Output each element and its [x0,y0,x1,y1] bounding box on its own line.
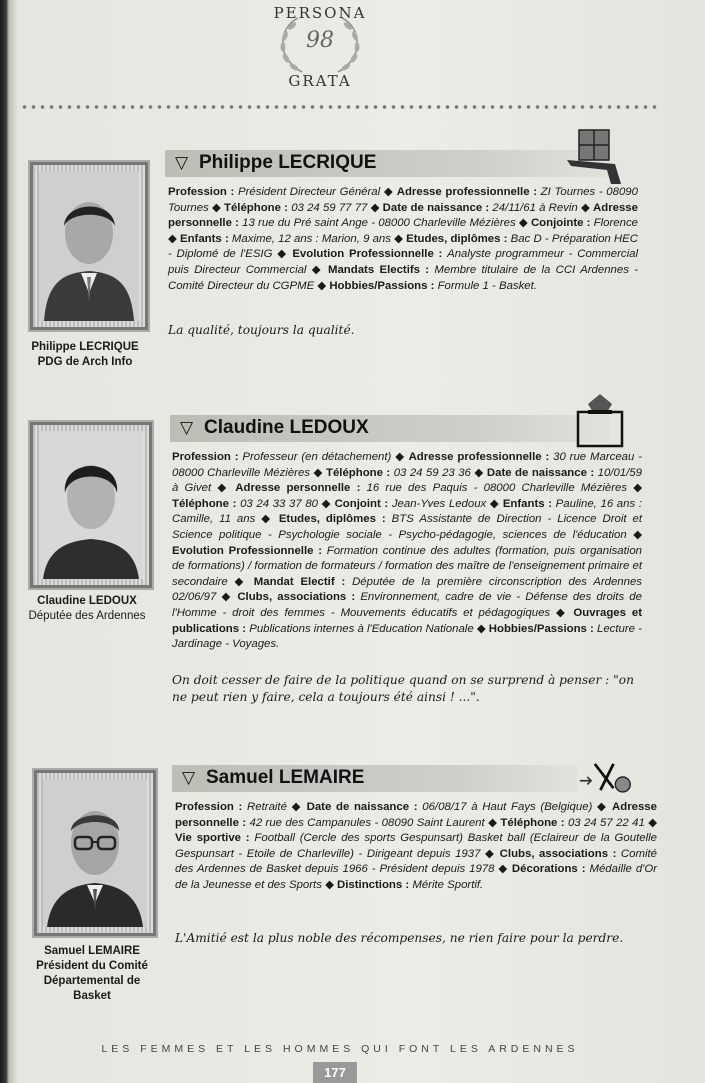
building-icon [565,126,625,186]
diamond-separator-icon: ◆ [556,606,574,619]
caption-lemaire [24,944,160,1004]
diamond-separator-icon: ◆ [498,863,512,876]
bio-field-label: Profession : [175,801,248,813]
bio-field-label: Conjointe : [530,217,594,230]
name-bar-ledoux [170,415,610,442]
bio-field-value: Professeur (en détachement) [242,451,396,463]
caption-role: PDG de Arch Info [37,356,133,368]
diamond-separator-icon: ◆ [325,878,338,891]
bio-field-label: Adresse personnelle : [175,801,657,829]
diamond-separator-icon: ◆ [489,497,503,510]
bio-field-value: 24/11/61 à Revin [492,201,581,214]
diamond-separator-icon: ◆ [394,232,407,245]
bio-field-value: 03 24 59 23 36 [393,466,475,479]
bio-field-label: Adresse personnelle : [168,201,638,230]
triangle-down-icon: ▽ [180,418,194,438]
surname: LECRIQUE [278,152,377,173]
bio-field-label: Date de naissance : [306,801,423,813]
quote-ledoux: On doit cesser de faire de la politique quand on se surprend à penser : "on ne peut rien y faire, cela a toujours été ainsi ! ...". [172,673,634,704]
bio-field-value: 03 24 57 22 41 [567,816,649,829]
bio-field-value: Environnement, cadre de vie - Défense des droits de l'Homme - droit des femmes - Mouvements éducatifs et pédagogiques [172,591,642,619]
bio-field-value: 16 rue des Paquis - 08000 Charleville Mézières [366,482,634,495]
diamond-separator-icon: ◆ [580,201,594,214]
bio-field-label: Adresse professionnelle : [396,186,541,198]
bio-field-value: 10/01/59 à Givet [172,466,642,495]
page-footer: LES FEMMES ET LES HOMMES QUI FONT LES ARDENNES [101,1043,579,1055]
bio-field-value: Députée de la première circonscription des Ardennes 02/06/97 [172,575,643,604]
bio-field-label: Téléphone : [326,466,394,479]
diamond-separator-icon: ◆ [633,482,643,495]
diamond-separator-icon: ◆ [648,816,657,829]
triangle-down-icon: ▽ [175,153,189,173]
page-number: 177 [313,1062,357,1083]
bio-field-value: Publications internes à l'Education Nationale [249,622,477,635]
bio-field-value: Président Directeur Général [237,186,384,198]
bio-field-value: 30 rue Marceau - 08000 Charleville Mézières [172,451,642,479]
first-name: Philippe [199,152,279,173]
surname: LEDOUX [289,417,369,438]
bio-field-value: 06/08/17 à Haut Fays (Belgique) [422,801,598,813]
bio-field-label: Téléphone : [224,201,292,214]
bio-field-value: Florence [593,217,638,230]
diamond-separator-icon: ◆ [313,466,326,479]
bio-field-value: Lecture - Jardinage - Voyages. [172,622,642,651]
ballot-box-icon [570,390,630,450]
caption-role: Députée des Ardennes [28,610,146,622]
persona-grata-header [250,2,390,90]
bio-field-label: Etudes, diplômes : [278,513,392,526]
diamond-separator-icon: ◆ [476,622,489,635]
bio-field-label: Date de naissance : [486,466,598,479]
header-number: 98 [306,28,334,53]
bio-field-label: Clubs, associations : [237,591,361,604]
diamond-separator-icon: ◆ [217,482,236,495]
bio-field-value: Membre titulaire de la CCI Ardennes - Comité Directeur du CGPME [168,263,638,292]
bio-field-value: 13 rue du Pré saint Ange - 08000 Charleville Mézières [242,217,519,230]
diamond-separator-icon: ◆ [261,513,279,526]
bio-field-label: Date de naissance : [382,201,493,214]
header-grata: GRATA [288,72,352,90]
caption-ledoux [20,594,154,624]
diamond-separator-icon: ◆ [311,263,328,276]
bio-ledoux [172,450,642,653]
name-bar-lemaire [172,765,577,792]
bio-field-label: Enfants : [502,497,556,510]
bio-field-label: Mandat Electif : [253,575,353,588]
caption-name: Philippe LECRIQUE [31,341,139,353]
bio-field-label: Mandats Electifs : [327,263,435,276]
diamond-separator-icon: ◆ [221,591,238,604]
quote-lecrique: La qualité, toujours la qualité. [168,323,355,337]
diamond-separator-icon: ◆ [317,279,330,292]
bio-field-label: Ouvrages et publications : [172,606,642,635]
name-bar-lecrique [165,150,610,177]
portrait-photo-lemaire [34,770,156,936]
first-name: Claudine [204,417,290,438]
portrait-woman-icon [39,431,143,579]
bio-field-value: Retraité [247,801,292,813]
bio-field-value: Formation continue des adultes (formation, puis organisation de formations) / formation de formateurs / formation des maître de l'enseignement primaire et secondaire [172,544,642,588]
bio-field-value: Football (Cercle des sports Gespunsart) Basket ball (Eclaireur de la Goutelle Gespunsart - Etoile de Charleville) - Dirigeant depuis 1937 [175,832,657,860]
caption-name: Claudine LEDOUX [37,595,137,607]
bio-field-value: Formule 1 - Basket. [437,279,537,292]
person-name [199,152,376,174]
header-persona: PERSONA [273,4,367,22]
bio-field-value: Comité des Ardennes de Basket depuis 1966 - Président depuis 1978 [175,847,657,876]
caption-name: Samuel LEMAIRE [44,945,140,957]
bio-field-label: Décorations : [511,863,590,876]
portrait-photo-lecrique [30,162,148,330]
bio-field-label: Etudes, diplômes : [406,232,511,245]
bio-field-label: Evolution Professionnelle : [292,248,448,261]
bio-field-value: 03 24 33 37 80 [240,497,322,510]
triangle-down-icon: ▽ [182,768,196,788]
dotted-divider [20,104,660,110]
bio-field-value: Bac D - Préparation HEC - Diplomé de l'ESIG [168,232,638,261]
bio-field-label: Adresse personnelle : [235,482,367,495]
bio-field-label: Evolution Professionnelle : [172,544,327,557]
bio-field-label: Clubs, associations : [499,847,621,860]
bio-field-label: Profession : [172,451,243,463]
bio-lemaire [175,800,657,894]
bio-field-value: ZI Tournes - 08090 Tournes [168,186,638,214]
bio-field-label: Adresse professionnelle : [408,451,554,463]
diamond-separator-icon: ◆ [383,186,397,198]
diamond-separator-icon: ◆ [234,575,254,588]
portrait-elderly-man-icon [43,779,147,927]
person-name [206,767,364,789]
bio-field-label: Hobbies/Passions : [329,279,438,292]
bio-field-label: Hobbies/Passions : [488,622,598,635]
first-name: Samuel [206,767,279,788]
diamond-separator-icon: ◆ [168,232,180,245]
bio-field-label: Enfants : [179,232,232,245]
bio-field-value: 42 rue des Campanules - 08090 Saint Laurent [249,816,489,829]
bio-field-value: 03 24 59 77 77 [291,201,371,214]
diamond-separator-icon: ◆ [488,816,501,829]
caption-lecrique [20,340,150,370]
caption-role: Président du Comité Départemental de Basket [36,960,148,1002]
diamond-separator-icon: ◆ [484,847,500,860]
bio-field-value: Jean-Yves Ledoux [391,497,490,510]
bio-field-value: Médaille d'Or de la Jeunesse et des Sports [175,863,657,891]
diamond-separator-icon: ◆ [518,217,531,230]
bio-field-value: Maxime, 12 ans : Marion, 9 ans [231,232,395,245]
quote-lemaire: L'Amitié est la plus noble des récompenses, ne rien faire pour la perdre. [175,931,624,945]
bio-field-label: Profession : [168,186,238,198]
person-name [204,417,369,439]
bio-field-value: Pauline, 16 ans : Camille, 11 ans [172,497,642,526]
diamond-separator-icon: ◆ [474,466,487,479]
bio-field-label: Vie sportive : [175,832,255,845]
bio-field-label: Téléphone : [172,497,241,510]
diamond-separator-icon: ◆ [277,248,293,261]
bio-field-label: Distinctions : [337,878,413,891]
bio-field-value: Analyste programmeur - Commercial puis Directeur Commercial [168,248,638,276]
bio-field-value: BTS Assistante de Direction - Licence Droit et Science politique - Psychologie sociale - Psycho-pédagogie, sciences de l'éducation [172,513,642,541]
diamond-separator-icon: ◆ [211,201,224,214]
bio-field-label: Conjoint : [334,497,392,510]
bio-field-value: Mérite Sportif. [412,878,484,891]
portrait-photo-ledoux [30,422,152,588]
diamond-separator-icon: ◆ [291,801,307,813]
diamond-separator-icon: ◆ [321,497,335,510]
diamond-separator-icon: ◆ [633,528,642,541]
diamond-separator-icon: ◆ [395,451,409,463]
diamond-separator-icon: ◆ [370,201,383,214]
surname: LEMAIRE [278,767,365,788]
diamond-separator-icon: ◆ [597,801,613,813]
bio-lecrique [168,185,638,294]
sport-icon [578,758,634,796]
bio-field-label: Téléphone : [500,816,568,829]
portrait-man-icon [39,171,139,321]
